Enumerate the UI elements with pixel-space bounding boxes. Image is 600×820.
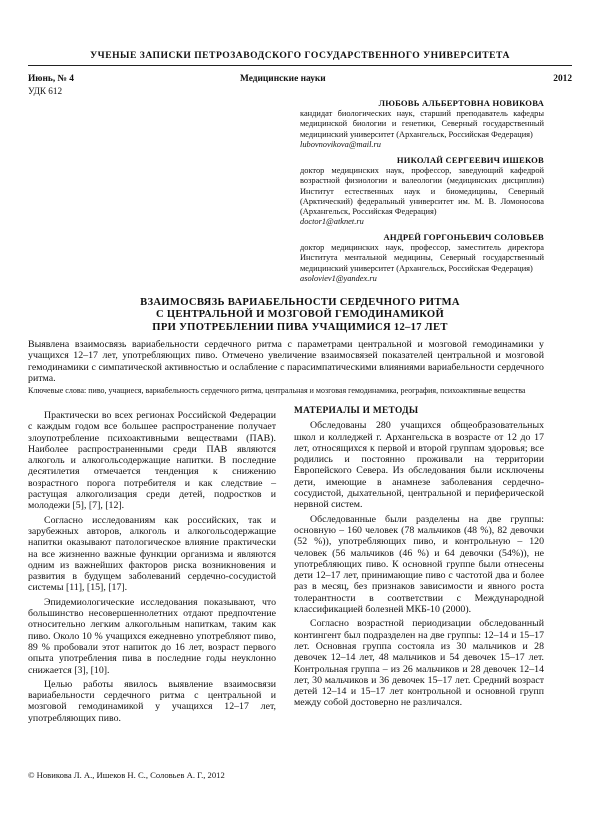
author-name: АНДРЕЙ ГОРГОНЬЕВИЧ СОЛОВЬЕВ (383, 232, 544, 242)
paragraph: Согласно исследованиям как российских, так и зарубежных авторов, алкоголь и алкогольсодержащие напитки оказывают патологическое влияние практически на все жизненно важные функции организма и являются одним из важнейших факторов риска возникновения и развития в будущем заболеваний сердечно-сосудистой системы [11], [15], [17]. (28, 514, 276, 594)
issue-label: Июнь, № 4 (28, 74, 74, 84)
paragraph: Согласно возрастной периодизации обследованный контингент был подразделен на две группы: 12–14 и 15–17 лет. Основная группа состояла из 30 мальчиков и 28 девочек 12–14 лет, 48 мальчиков и 54 девочек 15–17 лет. Контрольная группа – из 26 мальчиков и 28 девочек 12–14 лет, 30 мальчиков и 36 девочек 15–17 лет. Средний возраст детей 12–14 и 15–17 лет контрольной и основной групп между собой достоверно не различался. (294, 618, 544, 709)
author-affiliation: доктор медицинских наук, профессор, заместитель директора Института ментальной медицины, Северный государственный медицинский университет (Архангельск, Российская Федерация) (300, 243, 544, 273)
year-label: 2012 (553, 74, 572, 84)
author-name: ЛЮБОВЬ АЛЬБЕРТОВНА НОВИКОВА (378, 98, 544, 108)
author-affiliation: кандидат биологических наук, старший преподаватель кафедры медицинской биологии и генетики, Северный государственный медицинский университет (Архангельск, Российская Федерация) (300, 109, 544, 139)
title-line-1: ВЗАИМОСВЯЗЬ ВАРИАБЕЛЬНОСТИ СЕРДЕЧНОГО РИТМА (140, 297, 460, 308)
left-column (28, 410, 276, 724)
section-heading: МАТЕРИАЛЫ И МЕТОДЫ (294, 406, 419, 416)
author-email: lubovnovikova@mail.ru (300, 139, 381, 149)
paragraph: Практически во всех регионах Российской Федерации с каждым годом все большее распространение получает злоупотребление психоактивными веществами (ПАВ). Наиболее распространенными среди ПАВ являются алкоголь и алкогольсодержащие напитки. В последние десятилетия отмечается тенденция к снижению возрастного порога потребителя и как следствие – растущая алкоголизация среди детей, подростков и молодежи [5], [7], [12]. (28, 410, 276, 512)
author-block-3 (300, 232, 544, 284)
keywords: Ключевые слова: пиво, учащиеся, вариабельность сердечного ритма, центральная и мозговая гемодинамика, реография, психоактивные вещества (28, 386, 526, 395)
author-email: asoloviev1@yandex.ru (300, 273, 377, 283)
paragraph: Обследованы 280 учащихся общеобразовательных школ и колледжей г. Архангельска в возрасте от 12 до 17 лет, относящихся к первой и второй группам здоровья; все родились и постоянно проживали на территории Европейского Севера. Из обследования были исключены дети, имеющие в анамнезе заболевания сердечно-сосудистой, дыхательной, центральной и периферической нервной систем. (294, 420, 544, 511)
journal-header: УЧЕНЫЕ ЗАПИСКИ ПЕТРОЗАВОДСКОГО ГОСУДАРСТВЕННОГО УНИВЕРСИТЕТА (90, 50, 510, 61)
title-line-3: ПРИ УПОТРЕБЛЕНИИ ПИВА УЧАЩИМИСЯ 12–17 ЛЕТ (152, 321, 448, 333)
paragraph: Эпидемиологические исследования показывают, что большинство несовершеннолетних отдают предпочтение относительно легким алкогольным напиткам, таким как пиво. Около 10 % учащихся ежедневно употребляют пиво, 89 % пробовали этот напиток до 16 лет, возраст первого опыта употребления пива в последние годы неуклонно снижается [3], [10]. (28, 596, 276, 676)
author-block-2 (300, 155, 544, 227)
author-affiliation: доктор медицинских наук, профессор, заведующий кафедрой возрастной физиологии и валеологии (медицинских дисциплин) Институт естественных наук и биомедицины, Северный (Арктический) федеральный университет им. М. В. Ломоносова (Архангельск, Российская Федерация) (300, 166, 544, 217)
author-block-1 (300, 98, 544, 150)
abstract: Выявлена взаимосвязь вариабельности сердечного ритма с параметрами центральной и мозговой гемодинамики у учащихся 12–17 лет, употребляющих пиво. Отмечено увеличение взаимосвязей показателей центральной и мозговой гемодинамики с симпатической активностью и ослабление с парасимпатическими влияниями вариабельности сердечного ритма. (28, 339, 544, 384)
copyright-notice: © Новикова Л. А., Ишеков Н. С., Соловьев А. Г., 2012 (28, 770, 225, 780)
author-email: doctor1@atknet.ru (300, 217, 364, 227)
section-label: Медицинские науки (240, 74, 326, 84)
paragraph: Обследованные были разделены на две группы: основную – 160 человек (78 мальчиков (48 %), 82 девочки (52 %)), употребляющих пиво, и контрольную – 120 человек (56 мальчиков (46 %) и 64 девочки (54%)), не употребляющих пиво. К основной группе были отнесены дети 12–17 лет, принимающие пиво с частотой два и более раз в месяц, без признаков зависимости и явного роста толерантности в соответствии с Международной классификацией болезней МКБ-10 (2000). (294, 513, 544, 616)
paragraph: Целью работы явилось выявление взаимосвязи вариабельности сердечного ритма с центральной и мозговой гемодинамикой у учащихся 12–17 лет, употребляющих пиво. (28, 678, 276, 724)
author-name: НИКОЛАЙ СЕРГЕЕВИЧ ИШЕКОВ (396, 155, 544, 165)
udk-code: УДК 612 (28, 86, 63, 96)
header-rule (28, 65, 572, 66)
title-line-2: С ЦЕНТРАЛЬНОЙ И МОЗГОВОЙ ГЕМОДИНАМИКОЙ (155, 309, 445, 321)
article-title (40, 297, 560, 334)
right-column (294, 406, 544, 709)
